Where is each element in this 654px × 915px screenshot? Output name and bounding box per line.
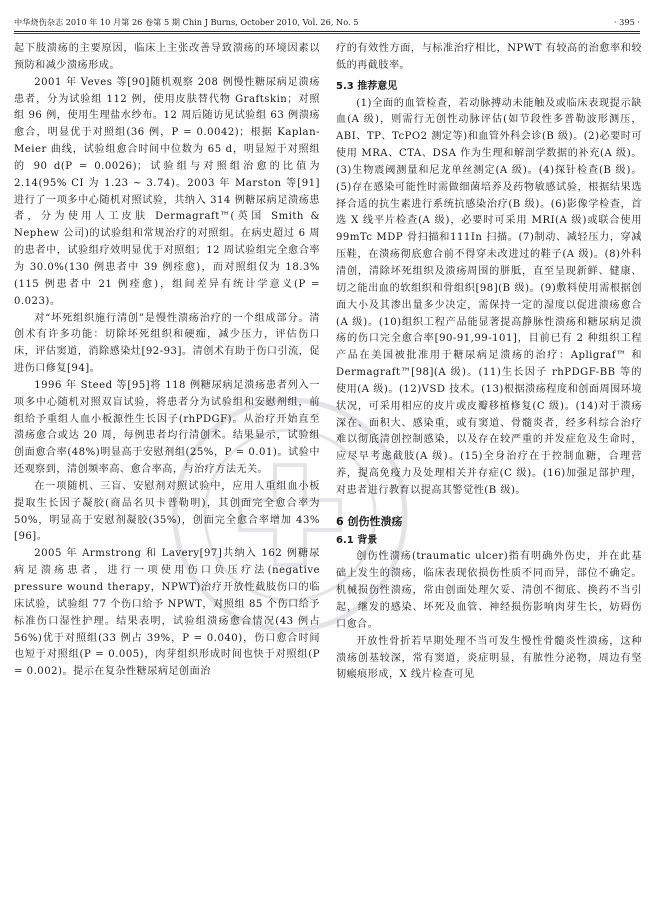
paragraph: 起下肢溃疡的主要原因，临床上主张改善导致溃疡的环境因素以预防和减少溃疡形成。: [14, 43, 320, 71]
section-heading-5-3: 5.3 推荐意见: [336, 80, 398, 92]
paragraph: 2005 年 Armstrong 和 Lavery[97]共纳入 162 例糖尿病足溃疡患者，进行一项使用伤口负压疗法(negative pressure wound therapy，NPWT)治疗开放性截肢伤口的临床试验，试验组 77 个伤口给予 NPWT，对照组 85 个伤口给予标准伤口湿性护理。结果表明，试验组溃疡愈合情况(43 例占 56%)优于对照组(33 例占 39%，P = 0.040)，伤口愈合时间也短于对照组(P = 0.005)，肉芽组织形成时间也快于对照组(P = 0.002)。提示在复杂性糖尿病足创面治: [14, 548, 320, 678]
paragraph: 对“坏死组织施行清创”是慢性溃疡治疗的一个组成部分。清创术有许多功能：切除坏死组织和硬痂，减少压力，评估伤口床，评估窦道，消除感染灶[92-93]。清创术有助于伤口引流，促进伤口修复[94]。: [14, 312, 320, 375]
paragraph: 创伤性溃疡(traumatic ulcer)指有明确外伤史，并在此基础上发生的溃疡，临床表现依损伤性质不同而异，部位不确定。机械损伤性溃疡，常由创面处理欠妥、清创不彻底、换药不当引起，继发的感染、坏死及血管、神经损伤影响肉芽生长，妨碍伤口愈合。: [336, 551, 642, 630]
paragraph: 2001 年 Veves 等[90]随机观察 208 例慢性糖尿病足溃疡患者，分为试验组 112 例，使用皮肤替代物 Graftskin；对照组 96 例，使用生理盐水纱布。12 周后随访见试验组 63 例溃疡愈合，明显优于对照组(36 例，P = 0.0042)；根据 Kaplan-Meier 曲线，试验组愈合时间中位数为 65 d，明显短于对照组的 90 d(P = 0.0026)；试验组与对照组治愈的比值为 2.14(95% CI 为 1.23 ~ 3.74)。2003 年 Marston 等[91]进行了一项多中心随机对照试验，共纳入 314 例糖尿病足溃疡患者，分为使用人工皮肤 Dermagraft™(英国 Smith & Nephew 公司)的试验组和常规治疗的对照组。在病史超过 6 周的患者中，试验组疗效明显优于对照组；12 周试验组完全愈合率为 30.0%(130 例患者中 39 例痊愈)，而对照组仅为 18.3%(115 例患者中 21 例痊愈)，组间差异有统计学意义(P = 0.023)。: [14, 76, 320, 307]
journal-citation: 中华烧伤杂志 2010 年 10 月第 26 卷第 5 期 Chin J Burns, October 2010, Vol. 26, No. 5: [14, 17, 359, 27]
left-column: [14, 41, 320, 681]
page-number: · 395 ·: [613, 17, 640, 27]
paragraph: 1996 年 Steed 等[95]将 118 例糖尿病足溃疡患者列入一项多中心随机对照双盲试验，将患者分为试验组和安慰剂组，前组给予重组人血小板源性生长因子(rhPDGF)。从治疗开始直至溃疡愈合或达 20 周，每例患者均行清创术。结果显示，试验组创面愈合率(48%)明显高于安慰剂组(25%，P = 0.01)。试验中还观察到，清创频率高、愈合率高，与治疗方法无关。: [14, 379, 320, 476]
paragraph: 开放性骨折若早期处理不当可发生慢性骨髓炎性溃疡，这种溃疡创基较深，常有窦道，炎症明显，有脓性分泌物，周边有坚韧瘢痕形成，X 线片检查可见: [336, 635, 642, 681]
right-column: [336, 41, 642, 684]
running-header: [14, 16, 640, 28]
section-heading-6-1: 6.1 背景: [336, 534, 378, 546]
section-heading-6: 6 创伤性溃疡: [336, 514, 403, 528]
paragraph: (1)全面的血管检查，若动脉搏动未能触及或临床表现提示缺血(A 级)，则需行无创性动脉评估(如节段性多普勒波形测压，ABI、TP、TcPO2 测定等)和血管外科会诊(B 级)。(2)必要时可使用 MRA、CTA、DSA 作为生理和解剖学数据的补充(A 级)。(3)生物震阈测量和尼龙单丝测定(A 级)。(4)探针检查(B 级)。(5)存在感染可能性时需做细菌培养及药物敏感试验，根据结果选择合适的抗生素进行系统抗感染治疗(B 级)。(6)影像学检查，首选 X 线平片检查(A 级)，必要时可采用 MRI(A 级)或联合使用99mTc MDP 骨扫描和111In 扫描。(7)制动、减轻压力，穿减压鞋，在溃疡彻底愈合前不得穿未改进过的鞋子(A 级)。(8)外科清创，清除坏死组织及溃疡周围的胼胝，直至呈现新鲜、健康、切之能出血的软组织和骨组织[98](B 级)。(9)敷料使用需根据创面大小及其渗出量多少决定，需保持一定的湿度以促进溃疡愈合(A 级)。(10)组织工程产品能显著提高静脉性溃疡和糖尿病足溃疡的伤口完全愈合率[90-91,99-101]，目前已有 2 种组织工程产品在美国被批准用于糖尿病足溃疡的治疗：Apligraf™ 和 Dermagraft™[98](A 级)。(11)生长因子 rhPDGF-BB 等的使用(A 级)。(12)VSD 技术。(13)根据溃疡程度和创面周围环境状况，可采用相应的皮片或皮瓣移植修复(C 级)。(14)对于溃疡深在、面积大、感染重，或有窦道、骨髓炎者，经多科综合治疗难以彻底清创控制感染，以及存在较严重的并发症危及生命时，应尽早考虑截肢(A 级)。(15)全身治疗在于控制血糖，合理营养，提高免疫力及处理相关并存症(C 级)。(16)加强足部护理，对患者进行教育以提高其警觉性(B 级)。: [336, 97, 642, 496]
header-rule: [14, 31, 640, 32]
paragraph: 在一项随机、三盲、安慰剂对照试验中，应用人重组血小板提取生长因子凝胶(商品名贝卡普勒明)，其创面完全愈合率为 50%，明显高于安慰剂凝胶(35%)，创面完全愈合率增加 43%[96]。: [14, 480, 320, 543]
header-rule-thin: [14, 33, 640, 34]
paragraph: 疗的有效性方面，与标准治疗相比，NPWT 有较高的治愈率和较低的再截肢率。: [336, 43, 642, 71]
